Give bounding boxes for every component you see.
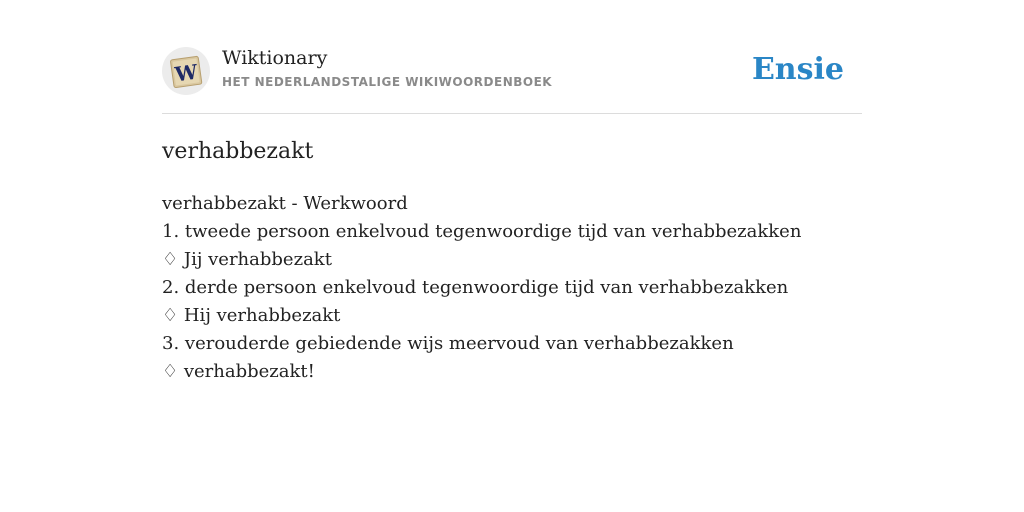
header-divider [162,113,862,114]
site-header [162,44,862,98]
page-title: verhabbezakt [162,139,314,164]
example-3: ♢ verhabbezakt! [162,361,315,382]
definition-2: 2. derde persoon enkelvoud tegenwoordige tijd van verhabbezakken [162,277,789,298]
example-2: ♢ Hij verhabbezakt [162,305,341,326]
entry-pos-line: verhabbezakt - Werkwoord [162,193,408,214]
example-1: ♢ Jij verhabbezakt [162,249,332,270]
definition-3: 3. verouderde gebiedende wijs meervoud van verhabbezakken [162,333,734,354]
definition-body [162,190,862,386]
ensie-brand-link[interactable]: Ensie [751,52,844,87]
wiktionary-logo-icon[interactable] [162,47,210,95]
w-tile-icon [162,47,210,95]
svg-text:W: W [173,59,200,87]
definition-1: 1. tweede persoon enkelvoud tegenwoordige tijd van verhabbezakken [162,221,802,242]
site-title[interactable]: Wiktionary [222,47,328,69]
site-subtitle: HET NEDERLANDSTALIGE WIKIWOORDENBOEK [222,75,553,89]
